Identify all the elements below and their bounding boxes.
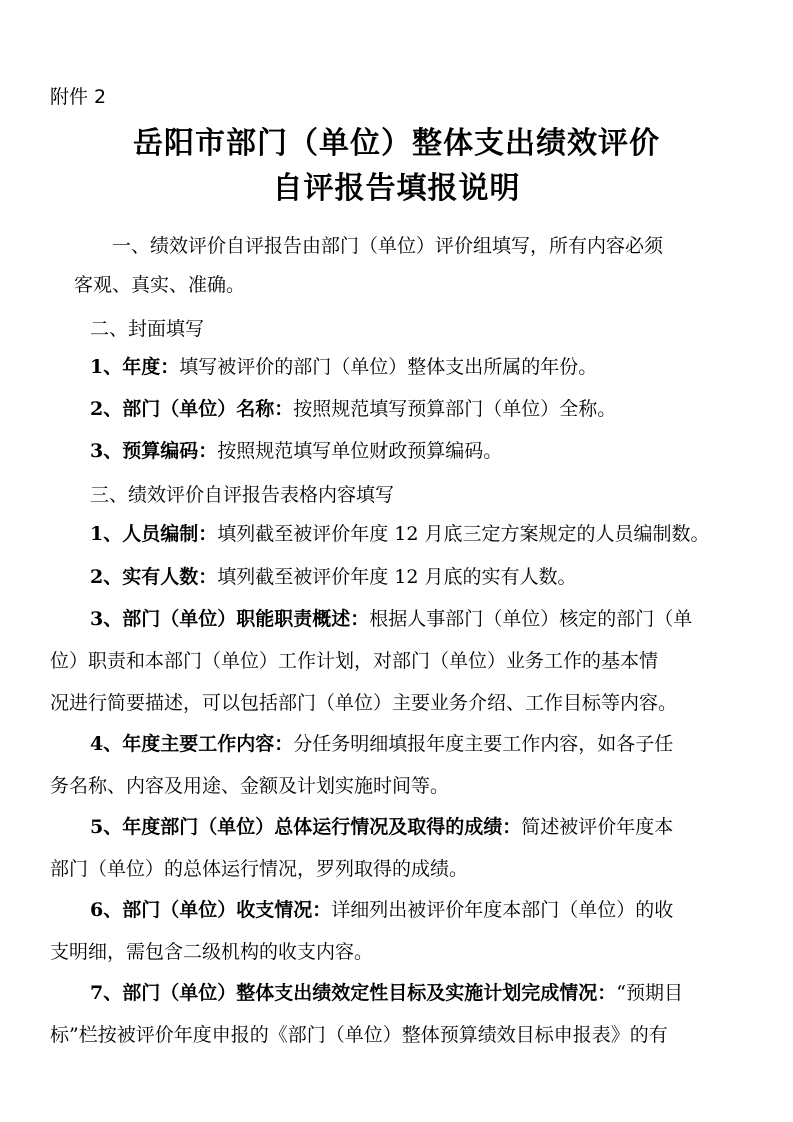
item-text: 按照规范填写预算部门（单位）全称。 [293,398,617,420]
table-item-qualitative-goals-line1 [90,978,683,1005]
item-text: 简述被评价年度本 [521,816,674,838]
item-text: 根据人事部门（单位）核定的部门（单 [369,608,693,630]
item-label: 2、实有人数： [90,566,218,588]
table-item-work-content-line2: 务名称、内容及用途、金额及计划实施时间等。 [50,775,450,797]
section1-line2: 客观、真实、准确。 [74,274,246,296]
table-item-qualitative-goals-line2: 标”栏按被评价年度申报的《部门（单位）整体预算绩效目标申报表》的有 [50,1024,668,1046]
item-label: 5、年度部门（单位）总体运行情况及取得的成绩： [90,816,522,838]
cover-item-dept-name [90,394,616,421]
item-label: 1、人员编制： [90,523,218,545]
section1-line1: 一、绩效评价自评报告由部门（单位）评价组填写，所有内容必须 [112,235,664,257]
item-label: 6、部门（单位）收支情况： [90,899,332,921]
table-item-staff-quota [90,519,710,546]
table-item-income-expense-line1 [90,895,673,922]
item-text: 填列截至被评价年度 12 月底三定方案规定的人员编制数。 [217,523,710,545]
item-text: 详细列出被评价年度本部门（单位）的收 [331,899,674,921]
item-label: 7、部门（单位）整体支出绩效定性目标及实施计划完成情况： [90,982,617,1004]
table-item-duties-line2: 位）职责和本部门（单位）工作计划，对部门（单位）业务工作的基本情 [50,650,659,672]
table-item-actual-staff [90,562,577,589]
table-item-overall-operation-line2: 部门（单位）的总体运行情况，罗列取得的成绩。 [50,858,469,880]
document-title-line1: 岳阳市部门（单位）整体支出绩效评价 [133,126,660,161]
attachment-label: 附件 2 [50,86,107,108]
cover-item-budget-code [90,436,502,463]
item-label: 2、部门（单位）名称： [90,398,294,420]
table-item-duties-line3: 况进行简要描述，可以包括部门（单位）主要业务介绍、工作目标等内容。 [50,692,678,714]
item-text: 按照规范填写单位财政预算编码。 [217,440,503,462]
cover-item-year [90,352,597,379]
item-text: “预期目 [616,982,683,1004]
table-item-duties-line1 [90,604,692,631]
item-label: 3、部门（单位）职能职责概述： [90,608,370,630]
item-label: 1、年度： [90,356,180,378]
item-label: 3、预算编码： [90,440,218,462]
item-text: 分任务明细填报年度主要工作内容，如各子任 [293,733,674,755]
table-item-overall-operation-line1 [90,812,673,839]
document-title-line2: 自评报告填报说明 [272,171,521,206]
item-label: 4、年度主要工作内容： [90,733,294,755]
section2-heading: 二、封面填写 [90,318,205,340]
table-item-income-expense-line2: 支明细，需包含二级机构的收支内容。 [50,941,374,963]
table-item-work-content-line1 [90,729,673,756]
item-text: 填列截至被评价年度 12 月底的实有人数。 [217,566,577,588]
section3-heading: 三、绩效评价自评报告表格内容填写 [90,484,395,506]
item-text: 填写被评价的部门（单位）整体支出所属的年份。 [179,356,598,378]
